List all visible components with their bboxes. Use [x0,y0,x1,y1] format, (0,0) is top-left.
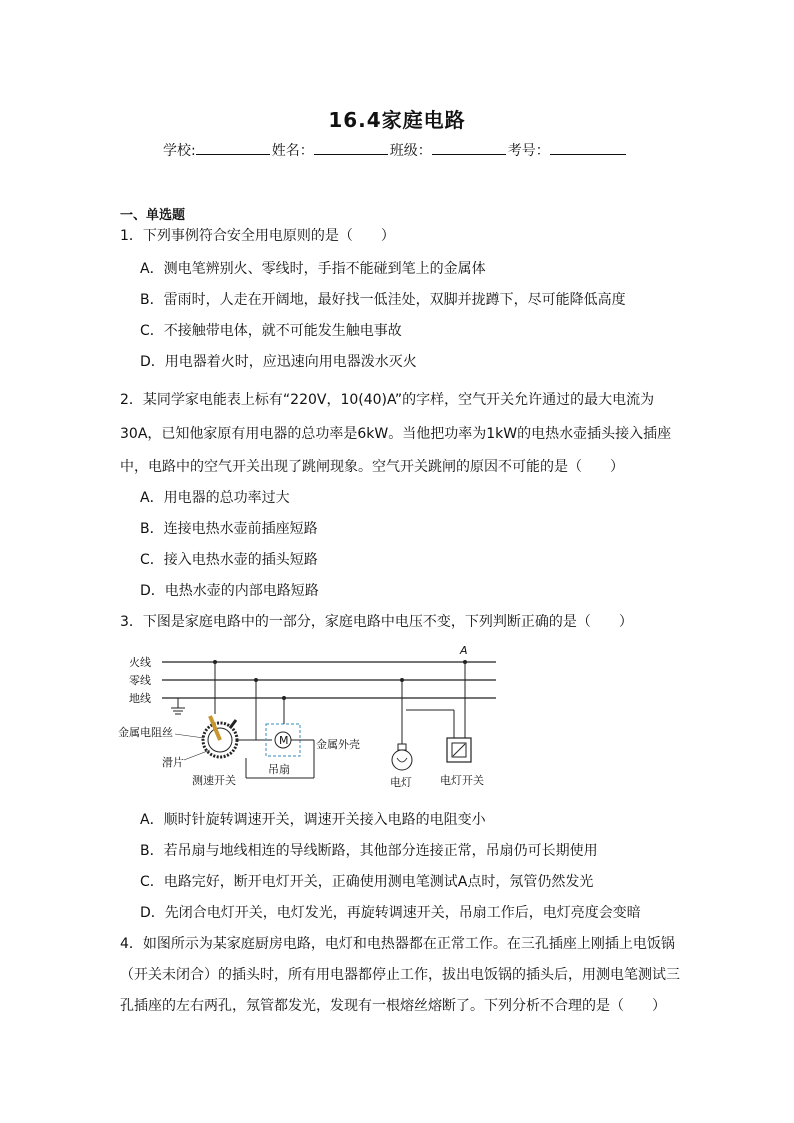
motor-label: M [279,734,289,747]
number-blank[interactable] [550,140,626,155]
speed-switch-label: 测速开关 [192,774,236,787]
question-1-option-c: C．不接触带电体，就不可能发生触电事故 [140,323,402,339]
school-label: 学校: [163,143,196,159]
lamp-icon [392,750,412,770]
name-label: 姓名： [271,143,314,159]
question-1-option-a: A．测电笔辨别火、零线时，手指不能碰到笔上的金属体 [140,261,486,277]
question-2-option-b: B．连接电热水壶前插座短路 [140,521,318,537]
name-blank[interactable] [314,140,388,155]
question-2-stem-line-1: 2．某同学家电能表上标有“220V，10(40)A”的字样，空气开关允许通过的最大电流为 [120,392,655,408]
live-wire-label: 火线 [129,656,151,669]
section-title: 一、单选题 [120,208,186,223]
question-2-option-a: A．用电器的总功率过大 [140,490,290,506]
question-3-stem: 3．下图是家庭电路中的一部分，家庭电路中电压不变，下列判断正确的是（ ） [120,614,633,630]
number-label: 考号： [507,143,550,159]
question-3-option-a: A．顺时针旋转调速开关，调速开关接入电路的电阻变小 [140,812,486,828]
question-4-stem-line-1: 4．如图所示为某家庭厨房电路，电灯和电热器都在正常工作。在三孔插座上刚插上电饭锅 [120,936,675,952]
question-4-stem-line-3: 孔插座的左右两孔，氖管都发光，发现有一根熔丝熔断了。下列分析不合理的是（ ） [120,998,666,1014]
slider-label: 滑片 [162,756,184,769]
page-title: 16.4家庭电路 [328,108,466,132]
school-blank[interactable] [196,140,270,155]
question-3-option-b: B．若吊扇与地线相连的导线断路，其他部分连接正常，吊扇仍可长期使用 [140,843,598,859]
lamp-switch-label: 电灯开关 [440,774,484,787]
question-3-option-c: C．电路完好，断开电灯开关，正确使用测电笔测试A点时，氖管仍然发光 [140,874,594,890]
class-blank[interactable] [432,140,506,155]
question-1-stem: 1．下列事例符合安全用电原则的是（ ） [120,228,395,244]
point-a-label: A [460,644,468,657]
question-3-option-d: D．先闭合电灯开关，电灯发光，再旋转调速开关，吊扇工作后，电灯亮度会变暗 [140,905,641,921]
fan-label: 吊扇 [268,763,290,776]
resistance-wire-label: 金属电阻丝 [118,726,173,739]
ground-wire-label: 地线 [129,692,151,705]
question-2-stem-line-3: 中，电路中的空气开关出现了跳闸现象。空气开关跳闸的原因不可能的是（ ） [120,459,624,475]
lamp-label: 电灯 [390,776,412,789]
question-2-stem-line-2: 30A，已知他家原有用电器的总功率是6kW。当他把功率为1kW的电热水壶插头接入插座 [120,426,672,442]
student-info-row [163,140,643,160]
question-1-option-d: D．用电器着火时，应迅速向用电器泼水灭火 [140,354,417,370]
question-2-option-c: C．接入电热水壶的插头短路 [140,552,318,568]
question-2-option-d: D．电热水壶的内部电路短路 [140,583,319,599]
metal-shell-label: 金属外壳 [316,738,360,751]
question-1-option-b: B．雷雨时，人走在开阔地，最好找一低洼处，双脚并拢蹲下，尽可能降低高度 [140,292,626,308]
question-4-stem-line-2: （开关未闭合）的插头时，所有用电器都停止工作，拔出电饭锅的插头后，用测电笔测试三 [120,967,680,983]
household-circuit-diagram [118,640,508,790]
neutral-wire-label: 零线 [129,674,151,687]
class-label: 班级： [389,143,432,159]
